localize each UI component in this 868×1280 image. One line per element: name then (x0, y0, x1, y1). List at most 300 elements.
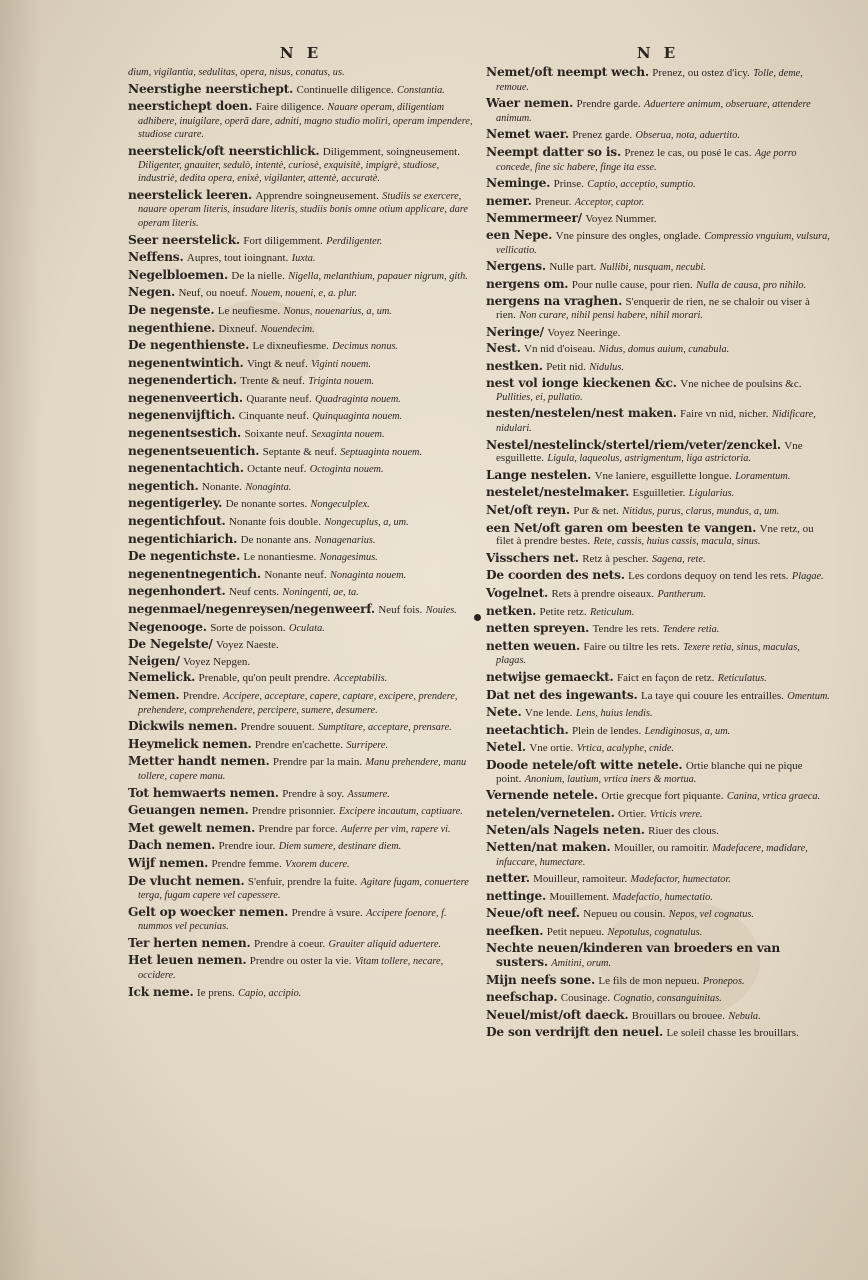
headword: netken. (486, 603, 537, 618)
headword: netter. (486, 871, 530, 886)
dictionary-entry (486, 724, 830, 739)
french-gloss: Septante & neuf. (262, 445, 337, 458)
dictionary-entry (486, 671, 830, 686)
latin-gloss: Nitidus, purus, clarus, mundus, a, um. (622, 506, 780, 518)
dictionary-entry (486, 128, 830, 143)
dictionary-entry (128, 689, 474, 717)
headword: Heymelick nemen. (128, 736, 252, 751)
dictionary-entry (128, 655, 474, 669)
latin-gloss: Nidulus. (589, 361, 624, 373)
headword: neerstelick/oft neerstichlick. (128, 143, 320, 158)
dictionary-entry (128, 550, 474, 565)
latin-gloss: Madefactio, humectatio. (612, 891, 713, 903)
latin-gloss: Acceptabilis. (333, 673, 388, 685)
dictionary-entry (486, 177, 830, 192)
headword: Neuel/mist/oft daeck. (486, 1007, 629, 1022)
dictionary-entry (128, 638, 474, 652)
headword: negentigerley. (128, 496, 223, 511)
dictionary-entry (486, 759, 830, 786)
french-gloss: Vne ortie. (529, 742, 574, 755)
headword: Nemet/oft neempt wech. (486, 65, 649, 79)
dictionary-entry (486, 229, 830, 257)
dictionary-entry (128, 322, 474, 337)
french-gloss: Prendre prisonnier. (251, 805, 336, 818)
latin-gloss: Nongeculplex. (310, 499, 370, 511)
headword: nemer. (486, 193, 532, 208)
latin-gloss: Reticulatus. (717, 672, 767, 684)
headword: Ter herten nemen. (128, 935, 251, 950)
headword: Vernende netele. (486, 788, 598, 803)
latin-gloss: Constantia. (397, 84, 445, 96)
latin-gloss: Nonaginta. (245, 481, 292, 493)
dictionary-entry (486, 278, 830, 293)
headword: Neten/als Nagels neten. (486, 823, 645, 838)
headword: Metter handt nemen. (128, 754, 270, 769)
dictionary-entry (128, 533, 474, 548)
dictionary-entry (486, 195, 830, 210)
french-gloss: Vn nid d'oiseau. (524, 343, 596, 356)
headword: Nemelick. (128, 670, 196, 685)
headword: Met gewelt nemen. (128, 820, 256, 835)
dictionary-entry (128, 787, 474, 802)
latin-gloss: Madefacere, madidare, infuccare, humectare. (496, 842, 808, 868)
french-gloss: Le soleil chasse les brouillars. (666, 1027, 799, 1040)
french-gloss: Mouillement. (549, 890, 610, 903)
dictionary-entry (128, 875, 474, 903)
french-gloss: Ortie blanche qui ne pique point. (496, 759, 803, 785)
headword: negentichfout. (128, 514, 226, 529)
dictionary-entry (486, 907, 830, 922)
dictionary-entry (128, 357, 474, 372)
dictionary-entry (128, 937, 474, 952)
dictionary-entry (486, 326, 830, 340)
headword: Net/oft reyn. (486, 503, 570, 518)
latin-gloss: Acceptor, captor. (574, 196, 645, 208)
latin-gloss: Pronepos. (702, 975, 745, 987)
latin-gloss: Texere retia, sinus, maculas, plagas. (496, 641, 800, 667)
headword: neerstelick leeren. (128, 187, 253, 202)
french-gloss: Riuer des clous. (648, 825, 719, 838)
dictionary-entry (486, 146, 830, 174)
french-gloss: Pur & net. (573, 505, 619, 518)
latin-gloss: Ligula, laqueolus, astrigmentum, liga astrictoria. (547, 453, 752, 465)
headword: Neringe/ (486, 324, 544, 339)
french-gloss: Faire diligence. (255, 101, 325, 114)
french-gloss: Le fils de mon nepueu. (598, 974, 700, 987)
dictionary-entry (128, 269, 474, 284)
french-gloss: Prendre iour. (218, 840, 276, 853)
french-gloss: Preneur. (534, 195, 572, 208)
headword: Waer nemen. (486, 96, 574, 111)
latin-gloss: Perdiligenter. (326, 235, 383, 247)
dictionary-entry (486, 605, 830, 620)
latin-gloss: Nonagesimus. (319, 552, 378, 564)
headword: Nemmermeer/ (486, 211, 582, 226)
margin-bullet (474, 614, 481, 621)
latin-gloss: Omentum. (787, 690, 830, 702)
dictionary-entry (486, 377, 830, 404)
latin-gloss: Grauiter aliquid aduertere. (328, 938, 442, 950)
french-gloss: Sorte de poisson. (210, 621, 286, 634)
latin-gloss: Lendiginosus, a, um. (644, 725, 731, 737)
dictionary-entry (486, 342, 830, 357)
latin-gloss: Diem sumere, destinare diem. (278, 841, 402, 853)
latin-gloss: Nonus, nouenarius, a, um. (283, 305, 392, 317)
headword: Ick neme. (128, 984, 194, 999)
french-gloss: Neuf cents. (228, 586, 280, 599)
right-entries (486, 66, 830, 1040)
french-gloss: Vne laniere, esguillette longue. (594, 469, 732, 482)
headword: Doode netele/oft witte netele. (486, 757, 683, 772)
headword: Dickwils nemen. (128, 719, 238, 734)
headword: negenenveertich. (128, 390, 243, 405)
latin-gloss: Nouem, noueni, e, a. plur. (250, 288, 357, 300)
headword: Nemen. (128, 687, 180, 702)
latin-gloss: Nebula. (728, 1010, 761, 1022)
page-gutter-shadow (0, 0, 40, 1280)
dictionary-entry (486, 942, 830, 970)
dictionary-entry (486, 841, 830, 869)
latin-gloss: Sumptitare, acceptare, prensare. (317, 722, 452, 734)
french-gloss: Ie prens. (196, 986, 235, 999)
french-gloss: Voyez Naeste. (216, 639, 279, 652)
dictionary-entry (128, 515, 474, 530)
dictionary-entry (128, 392, 474, 407)
headword: Negenooge. (128, 619, 207, 634)
french-gloss: Vne pinsure des ongles, onglade. (555, 229, 702, 242)
dictionary-entry (486, 522, 830, 549)
latin-gloss: dium, vigilantia, sedulitas, opera, nisus, conatus, us. (128, 67, 345, 78)
french-gloss: Neuf, ou noeuf. (178, 287, 248, 300)
french-gloss: Voyez Nepgen. (183, 655, 251, 668)
french-gloss: Faire ou tiltre les rets. (583, 640, 680, 653)
dictionary-entry (128, 804, 474, 819)
french-gloss: Faire vn nid, nicher. (680, 408, 769, 421)
latin-gloss: Madefactor, humectator. (630, 874, 731, 886)
french-gloss: Prendre ou oster la vie. (249, 955, 352, 968)
latin-gloss: Reticulum. (589, 606, 635, 618)
dictionary-entry (486, 991, 830, 1006)
latin-gloss: Triginta nouem. (308, 376, 375, 388)
dictionary-entry (128, 906, 474, 934)
dictionary-entry (128, 822, 474, 837)
headword: neetachtich. (486, 722, 569, 737)
latin-gloss: Canina, vrtica graeca. (726, 791, 821, 803)
headword: negenenvijftich. (128, 408, 236, 423)
dictionary-entry (486, 741, 830, 756)
dictionary-entry (128, 954, 474, 982)
dictionary-entry (486, 212, 830, 226)
dictionary-entry (128, 286, 474, 301)
french-gloss: Vne esguillette. (496, 439, 803, 465)
headword: Visschers net. (486, 550, 579, 565)
headword: Tot hemwaerts nemen. (128, 785, 279, 800)
latin-gloss: Viginti nouem. (311, 358, 371, 370)
dictionary-entry (128, 497, 474, 512)
dictionary-entry (486, 1009, 830, 1024)
french-gloss: Petite retz. (539, 605, 587, 618)
french-gloss: Nulle part. (549, 261, 597, 274)
latin-gloss: Nidificare, nidulari. (496, 409, 816, 435)
left-column (128, 44, 474, 1003)
headword: een Nepe. (486, 227, 553, 242)
french-gloss: Prenez, ou ostez d'icy. (652, 67, 750, 79)
dictionary-entry (128, 839, 474, 854)
headword: negenentseuentich. (128, 443, 260, 458)
latin-gloss: Octoginta nouem. (309, 464, 384, 476)
headword: neerstichept doen. (128, 99, 253, 114)
dictionary-entry (128, 585, 474, 600)
french-gloss: De nonante ans. (240, 533, 312, 546)
headword: Het leuen nemen. (128, 953, 247, 968)
dictionary-entry (128, 603, 474, 618)
french-gloss: Prenable, qu'on peult prendre. (198, 672, 331, 685)
headword: Neffens. (128, 250, 184, 265)
french-gloss: Prendre à coeur. (253, 937, 326, 950)
latin-gloss: Excipere incautum, captiuare. (338, 806, 463, 818)
dictionary-entry (486, 295, 830, 322)
dictionary-entry (128, 621, 474, 636)
headword: negenthiene. (128, 320, 216, 335)
headword: De negenste. (128, 302, 215, 317)
latin-gloss: Decimus nonus. (332, 341, 399, 353)
headword: De negenthienste. (128, 338, 250, 353)
french-gloss: Prendre par force. (258, 822, 338, 835)
french-gloss: Vne nichee de poulsins &c. (680, 378, 802, 391)
french-gloss: Vingt & neuf. (246, 357, 308, 370)
latin-gloss: Sagena, rete. (651, 553, 706, 565)
french-gloss: Le dixneufiesme. (252, 340, 329, 353)
french-gloss: Esguilletier. (632, 487, 686, 500)
french-gloss: Continuelle diligence. (296, 83, 394, 96)
french-gloss: Mouilleur, ramoiteur. (533, 873, 628, 886)
dictionary-entry (486, 439, 830, 466)
french-gloss: Ortier. (618, 807, 647, 820)
latin-gloss: Studiis se exercere, nauare operam literis, insudare literis, studiis bonis omne otium applicare, dare operam literis. (138, 190, 468, 229)
right-column-header: N E (636, 44, 680, 62)
latin-gloss: Anonium, lautium, vrtica iners & mortua. (524, 773, 697, 785)
french-gloss: S'enquerir de rien, ne se chaloir ou viser à rien. (496, 296, 810, 321)
french-gloss: Les cordons dequoy on tend les rets. (628, 570, 789, 583)
headword: Gelt op woecker nemen. (128, 904, 289, 919)
french-gloss: Prendre à vsure. (291, 906, 363, 919)
french-gloss: Cinquante neuf. (238, 410, 309, 423)
french-gloss: Nonante neuf. (264, 568, 327, 581)
headword: De Negelste/ (128, 637, 213, 652)
latin-gloss: Oculata. (289, 622, 325, 634)
dictionary-entry (486, 97, 830, 125)
headword: nestelet/nestelmaker. (486, 485, 630, 500)
french-gloss: Ortie grecque fort piquante. (601, 790, 724, 803)
french-gloss: Petit nid. (546, 360, 586, 373)
latin-gloss: Tendere retia. (662, 624, 720, 636)
latin-gloss: Nigella, melanthium, papauer nigrum, gith. (288, 270, 468, 282)
headword: De vlucht nemen. (128, 873, 245, 888)
headword: Wijf nemen. (128, 855, 209, 870)
latin-gloss: Captio, acceptio, sumptio. (587, 179, 696, 191)
headword: negentichiarich. (128, 531, 238, 546)
latin-gloss: Tolle, deme, remoue. (496, 68, 803, 93)
headword: negentich. (128, 478, 199, 493)
headword: De negentichste. (128, 549, 241, 564)
headword: Nergens. (486, 259, 546, 274)
dictionary-entry (128, 986, 474, 1001)
dictionary-entry (486, 260, 830, 275)
dictionary-entry (128, 480, 474, 495)
headword: Negen. (128, 285, 176, 300)
left-column-header: N E (279, 44, 323, 62)
dictionary-entry (486, 640, 830, 668)
headword: Neminge. (486, 176, 551, 191)
dictionary-entry (486, 469, 830, 484)
latin-gloss: Sexaginta nouem. (311, 429, 385, 441)
latin-gloss: Capio, accipio. (238, 987, 302, 999)
dictionary-entry (128, 304, 474, 319)
french-gloss: Apprendre soingneusement. (255, 189, 379, 202)
dictionary-entry (486, 407, 830, 435)
dictionary-entry (128, 189, 474, 231)
french-gloss: Le nonantiesme. (243, 551, 317, 564)
headword: negenendertich. (128, 373, 237, 388)
french-gloss: Retz à pescher. (582, 552, 649, 565)
dictionary-entry (128, 755, 474, 783)
french-gloss: De la nielle. (231, 269, 285, 282)
french-gloss: Cousinage. (560, 992, 610, 1005)
headword: negenentnegentich. (128, 566, 261, 581)
headword: Geuangen nemen. (128, 803, 249, 818)
french-gloss: Pour nulle cause, pour rien. (571, 278, 693, 291)
dictionary-entry (486, 587, 830, 602)
dictionary-entry (128, 427, 474, 442)
dictionary-entry (128, 234, 474, 249)
latin-gloss: Manu prehendere, manu tollere, capere manu. (138, 757, 467, 782)
latin-gloss: Accipere, acceptare, capere, captare, excipere, prendere, prehendere, comprehendere, percipere, sumere, desumere. (138, 690, 458, 716)
french-gloss: Prendre à soy. (282, 787, 345, 800)
dictionary-entry (486, 569, 830, 584)
latin-gloss: Non curare, nihil pensi habere, nihil morari. (519, 309, 703, 321)
dictionary-entry (128, 251, 474, 266)
latin-gloss: Age porro concede, fine sic habere, finge ita esse. (496, 147, 797, 173)
headword: een Net/oft garen om beesten te vangen. (486, 520, 757, 535)
latin-gloss: Agitare fugam, conuertere terga, fugam capere vel capessere. (138, 876, 469, 902)
french-gloss: Prenez garde. (572, 129, 633, 142)
headword: netwijse gemaeckt. (486, 669, 614, 684)
french-gloss: Quarante neuf. (246, 392, 312, 405)
latin-gloss: Surripere. (346, 739, 389, 751)
latin-gloss: Nepos, vel cognatus. (668, 909, 754, 921)
headword: Dach nemen. (128, 838, 216, 853)
headword: negenentachtich. (128, 461, 244, 476)
latin-gloss: Nauare operam, diligentiam adhibere, inuigilare, operã dare, adniti, magno studio moliri, operam impendere, studiose curare. (138, 102, 473, 141)
dictionary-entry (486, 360, 830, 375)
latin-gloss: Rete, cassis, huius cassis, macula, sinus. (593, 536, 761, 548)
dictionary-entry (486, 66, 830, 94)
headword: Nest. (486, 341, 521, 356)
dictionary-entry (128, 145, 474, 186)
latin-gloss: Accipere foenore, f. nummos vel pecunias. (138, 907, 447, 933)
french-gloss: Plein de lendes. (571, 724, 642, 737)
french-gloss: Brouillars ou brouee. (631, 1009, 725, 1022)
dictionary-entry (486, 789, 830, 804)
latin-gloss: Nonaginta nouem. (330, 569, 407, 581)
headword: Negelbloemen. (128, 267, 228, 282)
latin-gloss: Pantherum. (657, 589, 706, 600)
latin-gloss: Nongecuplus, a, um. (324, 517, 409, 529)
headword: De coorden des nets. (486, 568, 625, 583)
dictionary-entry (128, 409, 474, 424)
french-gloss: Trente & neuf. (240, 375, 305, 388)
headword: neefken. (486, 923, 544, 938)
headword: Nechte neuen/kinderen van broeders en van susters. (486, 941, 781, 970)
latin-gloss: Vitam tollere, necare, occidere. (138, 956, 444, 982)
latin-gloss: Loramentum. (735, 470, 791, 482)
latin-gloss: Nullibi, nusquam, necubi. (599, 262, 706, 274)
headword: Dat net des ingewants. (486, 687, 638, 702)
headword: nettinge. (486, 888, 547, 903)
latin-gloss: Ligularius. (688, 488, 735, 500)
headword: De son verdrijft den neuel. (486, 1025, 664, 1040)
french-gloss: Faict en façon de retz. (616, 671, 715, 684)
headword: Lange nestelen. (486, 467, 592, 482)
french-gloss: Vne lende. (524, 707, 573, 720)
dictionary-entry (128, 671, 474, 686)
headword: Nestel/nestelinck/stertel/riem/veter/zenckel. (486, 437, 781, 452)
latin-gloss: Pullities, ei, pullatio. (496, 391, 583, 403)
headword: negenentwintich. (128, 355, 244, 370)
french-gloss: Nepueu ou cousin. (583, 908, 666, 921)
french-gloss: La taye qui couure les entrailles. (640, 689, 784, 702)
headword: Netel. (486, 740, 526, 755)
headword: negenmael/negenreysen/negenweerf. (128, 602, 375, 616)
french-gloss: Rets à prendre oiseaux. (551, 588, 655, 600)
dictionary-entry (128, 339, 474, 354)
headword: Nete. (486, 705, 522, 720)
dictionary-entry (128, 83, 474, 98)
french-gloss: Dixneuf. (218, 322, 258, 335)
dictionary-entry (486, 622, 830, 637)
latin-gloss: Quinquaginta nouem. (312, 411, 403, 423)
headword: nesten/nestelen/nest maken. (486, 406, 677, 421)
left-entries (128, 66, 474, 1000)
french-gloss: Prendre souuent. (240, 721, 315, 734)
dictionary-entry (128, 374, 474, 389)
latin-gloss: Nonagenarius. (314, 534, 376, 546)
dictionary-entry (486, 689, 830, 704)
latin-gloss: Nouendecim. (260, 323, 315, 335)
dictionary-entry (486, 486, 830, 501)
latin-gloss: Quadraginta nouem. (315, 393, 401, 405)
french-gloss: Soixante neuf. (244, 428, 308, 441)
latin-gloss: Diligenter, gnauiter, sedulò, intentè, curiosè, exquisitè, impigrè, studiose, industriè, dedita opera, enixè, vigilanter, attentè, accuratè. (138, 159, 440, 185)
headword: negenhondert. (128, 584, 226, 599)
latin-gloss: Iuxta. (291, 253, 316, 265)
latin-gloss: Obserua, nota, aduertito. (635, 130, 740, 142)
french-gloss: Prendre par la main. (272, 756, 363, 769)
latin-gloss: Noningenti, ae, ta. (282, 587, 359, 599)
dictionary-entry (486, 706, 830, 721)
latin-gloss: Plagae. (791, 571, 824, 583)
french-gloss: Neuf fois. (378, 604, 423, 616)
french-gloss: Prendre. (182, 689, 220, 702)
latin-gloss: Compressio vnguium, vulsura, vellicatio. (496, 230, 830, 256)
french-gloss: Tendre les rets. (592, 623, 660, 636)
dictionary-entry (486, 872, 830, 887)
french-gloss: Prinse. (553, 178, 584, 191)
french-gloss: Le neufiesme. (217, 304, 281, 317)
headword: Seer neerstelick. (128, 232, 240, 247)
dictionary-entry (486, 552, 830, 567)
dictionary-entry (486, 974, 830, 989)
